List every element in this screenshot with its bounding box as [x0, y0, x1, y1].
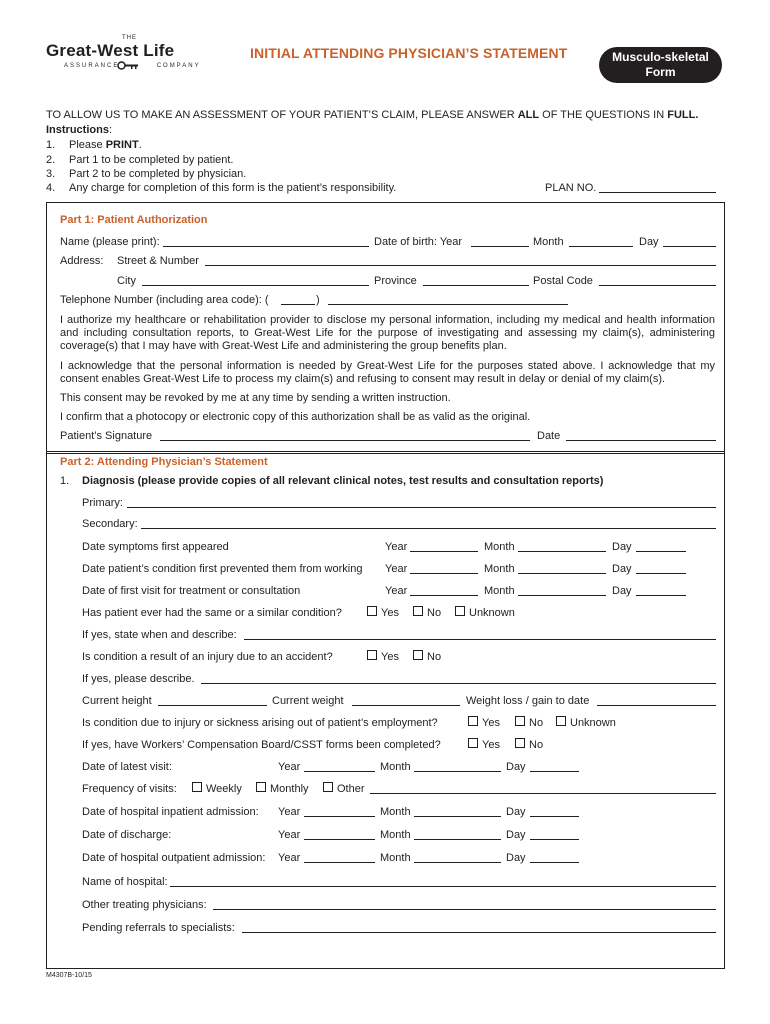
inpatient-month-field[interactable]: [414, 816, 501, 817]
month-label: Month: [484, 563, 515, 575]
monthly-label: Monthly: [270, 783, 309, 795]
other-checkbox[interactable]: [323, 782, 333, 792]
other-physicians-label: Other treating physicians:: [82, 899, 207, 911]
injury-accident-label: Is condition a result of an injury due to an accident?: [82, 651, 333, 663]
day-label: Day: [612, 563, 632, 575]
instruction-num: 1.: [46, 139, 56, 151]
instruction-num: 2.: [46, 154, 56, 166]
employment-unknown-checkbox[interactable]: [556, 716, 566, 726]
outpatient-day-field[interactable]: [530, 862, 579, 863]
year-label: Year: [278, 761, 301, 773]
consent-paragraph-1: I authorize my healthcare or rehabilitation provider to disclose my personal information, including my medical and health information and including consultation reports, to Great-West Life for the purpose of investigating and assessing my claim(s), administering coverage(s) that I may have with Great-West Life and administering the group benefits plan.: [60, 314, 715, 352]
year-label: Year: [385, 585, 408, 597]
prevented-month-field[interactable]: [518, 573, 606, 574]
similar-unknown-checkbox[interactable]: [455, 606, 465, 616]
inpatient-label: Date of hospital inpatient admission:: [82, 806, 259, 818]
other-physicians-field[interactable]: [213, 909, 716, 910]
province-label: Province: [374, 275, 417, 287]
phone-close: ): [316, 294, 320, 306]
street-field[interactable]: [205, 265, 716, 266]
height-label: Current height: [82, 695, 152, 707]
similar-yes-checkbox[interactable]: [367, 606, 377, 616]
instructions-heading: [46, 124, 112, 136]
yes-label: Yes: [482, 717, 500, 729]
no-label: No: [427, 651, 442, 663]
outpatient-month-field[interactable]: [414, 862, 501, 863]
prevented-day-field[interactable]: [636, 573, 686, 574]
instruction-4: [46, 182, 397, 194]
outpatient-label: Date of hospital outpatient admission:: [82, 852, 266, 864]
q1-number: 1.: [60, 475, 70, 487]
dob-label: Date of birth: Year: [374, 236, 463, 248]
day-label: Day: [612, 585, 632, 597]
weekly-label: Weekly: [206, 783, 242, 795]
instruction-tail: .: [138, 139, 142, 151]
postal-field[interactable]: [599, 285, 716, 286]
similar-condition-label: Has patient ever had the same or a similar condition?: [82, 607, 342, 619]
if-yes-when-field[interactable]: [244, 639, 716, 640]
weight-label: Current weight: [272, 695, 344, 707]
month-label: Month: [380, 761, 411, 773]
province-field[interactable]: [423, 285, 529, 286]
primary-diagnosis-field[interactable]: [127, 507, 716, 508]
day-label: Day: [506, 806, 526, 818]
other-label: Other: [337, 783, 365, 795]
hospital-name-label: Name of hospital:: [82, 876, 168, 888]
area-code-field[interactable]: [281, 304, 315, 305]
signature-field[interactable]: [160, 440, 530, 441]
form-type-badge: [599, 47, 722, 83]
prevented-label: Date patient’s condition first prevented them from working: [82, 563, 363, 575]
month-label: Month: [484, 541, 515, 553]
symptoms-month-field[interactable]: [518, 551, 606, 552]
employment-no-checkbox[interactable]: [515, 716, 525, 726]
company-logo: Great-West Life: [46, 41, 175, 60]
if-yes-describe-label: If yes, please describe.: [82, 673, 195, 685]
instruction-text: Part 2 to be completed by physician.: [69, 168, 247, 180]
dob-month-field[interactable]: [569, 246, 633, 247]
month-label: Month: [484, 585, 515, 597]
intro-line: [46, 109, 698, 121]
instruction-3: [46, 168, 247, 180]
other-frequency-field[interactable]: [370, 793, 716, 794]
year-label: Year: [385, 563, 408, 575]
logo-sub-right: COMPANY: [156, 63, 201, 69]
name-field[interactable]: [163, 246, 369, 247]
similar-no-checkbox[interactable]: [413, 606, 423, 616]
plan-no-field[interactable]: [599, 192, 716, 193]
phone-label: Telephone Number (including area code): (: [60, 294, 269, 306]
wcb-label: If yes, have Workers’ Compensation Board/CSST forms been completed?: [82, 739, 441, 751]
plan-no-label: PLAN NO.: [545, 182, 597, 194]
instructions-colon: :: [108, 124, 113, 136]
day-label: Day: [506, 829, 526, 841]
discharge-day-field[interactable]: [530, 839, 579, 840]
no-label: No: [427, 607, 442, 619]
referrals-label: Pending referrals to specialists:: [82, 922, 235, 934]
instruction-num: 3.: [46, 168, 56, 180]
accident-no-checkbox[interactable]: [413, 650, 423, 660]
weight-loss-label: Weight loss / gain to date: [466, 695, 590, 707]
month-label: Month: [380, 829, 411, 841]
yes-label: Yes: [381, 607, 399, 619]
month-label: Month: [380, 806, 411, 818]
part2-title: Part 2: Attending Physician’s Statement: [60, 456, 268, 468]
first-visit-month-field[interactable]: [518, 595, 606, 596]
instruction-text: Part 1 to be completed by patient.: [69, 154, 234, 166]
discharge-label: Date of discharge:: [82, 829, 172, 841]
unknown-label: Unknown: [570, 717, 616, 729]
year-label: Year: [385, 541, 408, 553]
dob-month-label: Month: [533, 236, 564, 248]
symptoms-day-field[interactable]: [636, 551, 686, 552]
q1-diagnosis: Diagnosis (please provide copies of all relevant clinical notes, test results and consultation reports): [82, 475, 604, 487]
yes-label: Yes: [482, 739, 500, 751]
instruction-2: [46, 154, 234, 166]
frequency-label: Frequency of visits:: [82, 783, 177, 795]
latest-visit-label: Date of latest visit:: [82, 761, 172, 773]
form-code: M4307B-10/15: [46, 972, 92, 979]
intro-mid: OF THE QUESTIONS IN: [539, 109, 668, 121]
postal-label: Postal Code: [533, 275, 593, 287]
first-visit-year-field[interactable]: [410, 595, 478, 596]
consent-paragraph-3: This consent may be revoked by me at any time by sending a written instruction.: [60, 392, 451, 404]
inpatient-day-field[interactable]: [530, 816, 579, 817]
no-label: No: [529, 739, 544, 751]
instruction-text: Any charge for completion of this form is the patient’s responsibility.: [69, 182, 397, 194]
day-label: Day: [612, 541, 632, 553]
signature-date-field[interactable]: [566, 440, 716, 441]
page-title: INITIAL ATTENDING PHYSICIAN’S STATEMENT: [250, 45, 568, 61]
unknown-label: Unknown: [469, 607, 515, 619]
wcb-yes-checkbox[interactable]: [468, 738, 478, 748]
wcb-no-checkbox[interactable]: [515, 738, 525, 748]
hospital-name-field[interactable]: [170, 886, 716, 887]
discharge-month-field[interactable]: [414, 839, 501, 840]
instruction-print: PRINT: [105, 139, 139, 151]
symptoms-year-field[interactable]: [410, 551, 478, 552]
latest-visit-month-field[interactable]: [414, 771, 501, 772]
consent-paragraph-2: I acknowledge that the personal information is needed by Great-West Life for the purposes stated above. I acknowledge that my consent enables Great-West Life to process my claim(s) and refusing to consent may result in delay or denial of my claim(s).: [60, 360, 715, 385]
primary-label: Primary:: [82, 497, 123, 509]
intro-text: TO ALLOW US TO MAKE AN ASSESSMENT OF YOUR PATIENT’S CLAIM, PLEASE ANSWER: [46, 109, 518, 121]
badge-line1: Musculo-skeletal: [612, 50, 709, 64]
part1-title: Part 1: Patient Authorization: [60, 214, 208, 226]
dob-day-field[interactable]: [663, 246, 716, 247]
monthly-checkbox[interactable]: [256, 782, 266, 792]
no-label: No: [529, 717, 544, 729]
logo-the: THE: [122, 35, 137, 41]
intro-all: ALL: [517, 109, 540, 121]
name-label: Name (please print):: [60, 236, 160, 248]
prevented-year-field[interactable]: [410, 573, 478, 574]
height-field[interactable]: [158, 705, 267, 706]
first-visit-day-field[interactable]: [636, 595, 686, 596]
year-label: Year: [278, 829, 301, 841]
badge-line2: Form: [645, 65, 676, 79]
logo-sub-left: ASSURANCE: [64, 63, 120, 69]
dob-year-field[interactable]: [471, 246, 529, 247]
instruction-text: Please: [69, 139, 106, 151]
yes-label: Yes: [381, 651, 399, 663]
instruction-num: 4.: [46, 182, 56, 194]
if-yes-describe-field[interactable]: [201, 683, 716, 684]
inpatient-year-field[interactable]: [304, 816, 375, 817]
latest-visit-day-field[interactable]: [530, 771, 579, 772]
signature-label: Patient’s Signature: [60, 430, 153, 442]
instruction-1: [46, 139, 142, 151]
weight-field[interactable]: [352, 705, 460, 706]
employment-label: Is condition due to injury or sickness arising out of patient’s employment?: [82, 717, 438, 729]
month-label: Month: [380, 852, 411, 864]
first-visit-label: Date of first visit for treatment or consultation: [82, 585, 301, 597]
year-label: Year: [278, 806, 301, 818]
referrals-field[interactable]: [242, 932, 716, 933]
secondary-diagnosis-field[interactable]: [141, 528, 716, 529]
discharge-year-field[interactable]: [304, 839, 375, 840]
dob-day-label: Day: [639, 236, 659, 248]
accident-yes-checkbox[interactable]: [367, 650, 377, 660]
weekly-checkbox[interactable]: [192, 782, 202, 792]
day-label: Day: [506, 761, 526, 773]
city-label: City: [117, 275, 136, 287]
address-label: Address:: [60, 255, 104, 267]
symptoms-label: Date symptoms first appeared: [82, 541, 229, 553]
street-label: Street & Number: [117, 255, 199, 267]
day-label: Day: [506, 852, 526, 864]
latest-visit-year-field[interactable]: [304, 771, 375, 772]
year-label: Year: [278, 852, 301, 864]
key-icon: [117, 61, 139, 70]
signature-date-label: Date: [537, 430, 561, 442]
intro-full: FULL.: [667, 109, 699, 121]
weight-loss-field[interactable]: [597, 705, 716, 706]
secondary-label: Secondary:: [82, 518, 138, 530]
phone-field[interactable]: [328, 304, 568, 305]
city-field[interactable]: [142, 285, 369, 286]
employment-yes-checkbox[interactable]: [468, 716, 478, 726]
instructions-label: Instructions: [46, 124, 109, 136]
if-yes-when-label: If yes, state when and describe:: [82, 629, 237, 641]
consent-paragraph-4: I confirm that a photocopy or electronic copy of this authorization shall be as valid as the original.: [60, 411, 531, 423]
outpatient-year-field[interactable]: [304, 862, 375, 863]
